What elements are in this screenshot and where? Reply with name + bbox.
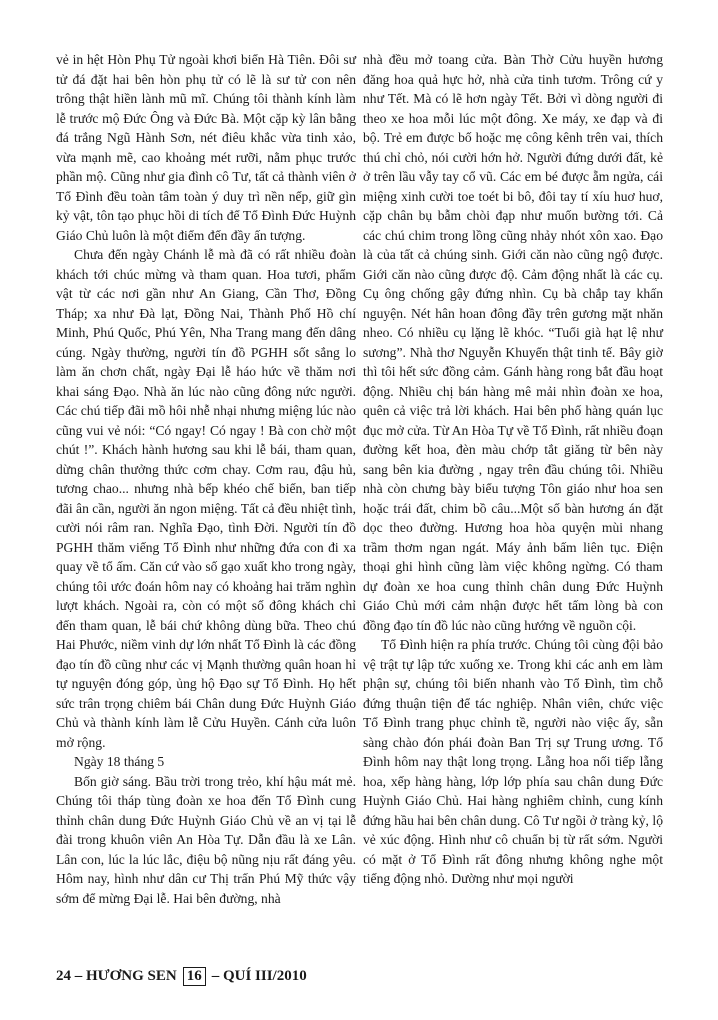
paragraph: vẻ in hệt Hòn Phụ Tử ngoài khơi biển Hà Tiên. Đôi sư tử đá đặt hai bên hòn phụ tử có lẽ là sư tử con nên trông thật hiền lành mũ mĩ. Chúng tôi thành kính làm lễ trước mộ Đức Ông và Đức Bà. Một cặp kỳ lân bằng đá trắng Ngũ Hành Sơn, nét điêu khắc vừa tinh xảo, vừa mạnh mẽ, cao khoảng mét rưỡi, nằm phục trước phần mộ. Cũng như gia đình cô Tư, tất cả thành viên ở Tổ Đình đều toàn tâm toàn ý duy trì nền nếp, giữ gìn kỷ vật, tôn tạo phục hồi di tích để Tổ Đình Đức Huỳnh Giáo Chủ luôn là một điểm đến đầy ấn tượng. xyxy=(56,52,356,243)
paragraph: Chưa đến ngày Chánh lễ mà đã có rất nhiều đoàn khách tới chúc mừng và tham quan. Hoa tươi, phẩm vật từ các nơi gần như An Giang, Cần Thơ, Đồng Tháp; xa như Đà lạt, Đồng Nai, Thành Phố Hồ chí Minh, Phú Quốc, Phú Yên, Nha Trang mang đến dâng cúng. Ngày thường, người tín đồ PGHH sốt sắng lo làm ăn chơn chất, ngày Đại lễ háo hức về thăm nơi khai sáng Đạo. Nhà ăn lúc nào cũng đông nức người. Các chú tiếp đãi mồ hôi nhễ nhại nhưng miệng lúc nào cũng vui vẻ nói: “Có ngay! Có ngay ! Bà con chờ một chút !”. Khách hành hương sau khi lễ bái, tham quan, dừng chân thưởng thức cơm chay. Cơm rau, đậu hủ, tương chao... nhưng nhà bếp khéo chế biến, ban tiếp đãi ân cần, người ăn ngon miệng. Tất cả đều nhiệt tình, cười nói râm ran. Nghĩa Đạo, tình Đời. Người tín đồ PGHH thăm viếng Tổ Đình như những đứa con đi xa quay về tổ ấm. Căn cứ vào số gạo xuất kho trong ngày, chúng tôi ước đoán hôm nay có khoảng hai trăm nghìn lượt khách. Ngoài ra, còn có một số đông khách chỉ đến tham quan, lễ bái chứ không dùng bữa. Theo chú Hai Phước, niềm vinh dự lớn nhất Tổ Đình là các đồng đạo tín đồ cũng như các vị Mạnh thường quân hoan hỉ tự nguyện đóng góp, ủng hộ Đạo sự Tổ Đình. Họ hết sức trân trọng chiêm bái Chân dung Đức Huỳnh Giáo Chủ và thành kính làm lễ Cửu Huyền. Cánh cửa luôn mở rộng. xyxy=(56,247,356,750)
paragraph: nhà đều mở toang cửa. Bàn Thờ Cửu huyền hương đăng hoa quả hực hở, nhà cửa tinh tươm. Trông cứ y như Tết. Mà có lẽ hơn ngày Tết. Bởi vì dòng người đi theo xe hoa mỗi lúc một đông. Xe máy, xe đạp và đi bộ. Trẻ em được bố hoặc mẹ công kênh trên vai, thích thú chỉ chỏ, nói cười hớn hở. Người đứng dưới đất, kẻ ở trên lầu vẫy tay cổ vũ. Các em bé được ẵm ngửa, cái miệng xinh cười toe toét bi bô, đôi tay tí xíu huơ huơ, cặp chân bụ bẫm chòi đạp như muốn bường tới. Cả các chú chim trong lồng cũng nhảy nhót xôn xao. Đạo là của tất cả chúng sinh. Giới căn nào cũng ngộ được. Giới căn nào cũng được độ. Cảm động nhất là các cụ. Cụ ông chống gậy đứng nhìn. Cụ bà chắp tay khấn nguyện. Nét hân hoan đông đầy trên gương mặt nhăn nheo. Có nhiều cụ lặng lẽ khóc. “Tuổi già hạt lệ như sương”. Nhà thơ Nguyễn Khuyến thật tinh tế. Bây giờ thì tôi hết sức đồng cảm. Gánh hàng rong bắt đầu hoạt động. Nhiều chị bán hàng mê mải nhìn đoàn xe hoa, quên cả việc trả lời khách. Hai bên phố hàng quán lục đục mở cửa. Từ An Hòa Tự về Tổ Đình, rất nhiều đoạn đường kết hoa, đèn màu chớp tắt giăng từ bên này sang bên kia đường , ngay trên đầu chúng tôi. Nhiều nhà còn chưng bày biểu tượng Tôn giáo như hoa sen hoặc trái đất, chim bồ câu...Một số bàn hương án đặt dọc theo đường. Hương hoa hòa quyện mùi nhang trầm thơm ngan ngát. Máy ảnh bấm liên tục. Điện thoại ghi hình cũng làm việc không ngừng. Có tham dự đoàn xe hoa cung thỉnh chân dung Đức Huỳnh Giáo Chủ mới cảm nhận được hết tấm lòng bà con đồng đạo tín đồ lúc nào cũng hướng về nguồn cội. xyxy=(363,52,663,633)
left-column xyxy=(56,50,356,908)
right-column xyxy=(363,50,663,889)
paragraph: Bốn giờ sáng. Bầu trời trong trẻo, khí hậu mát mẻ. Chúng tôi tháp tùng đoàn xe hoa đến Tổ Đình cung thỉnh chân dung Đức Huỳnh Giáo Chủ về an vị tại lễ đài trong khuôn viên An Hòa Tự. Dẫn đầu là xe Lân. Lân con, lúc la lúc lắc, điệu bộ nũng nịu rất đáng yêu. Hôm nay, hình như dân cư Thị trấn Phú Mỹ thức vậy sớm để mừng Đại lễ. Hai bên đường, nhà xyxy=(56,773,356,906)
date-heading: Ngày 18 tháng 5 xyxy=(74,754,165,769)
footer-issue-date: – QUÍ III/2010 xyxy=(211,968,307,984)
paragraph: Tổ Đình hiện ra phía trước. Chúng tôi cùng đội bảo vệ trật tự lập tức xuống xe. Trong khi các anh em làm phận sự, chúng tôi biến nhanh vào Tổ Đình, tìm chỗ đứng thuận tiện để tác nghiệp. Nhân viên, chức việc Tổ Đình trang phục chỉnh tề, người nào việc ấy, sẵn sàng chào đón phái đoàn Ban Trị sự Trung ương. Tổ Đình hôm nay thật long trọng. Lẵng hoa nối tiếp lẵng hoa, xếp hàng hàng, lớp lớp phía sau chân dung Đức Huỳnh Giáo Chủ. Hai hàng nghiêm chỉnh, cung kính đứng hầu hai bên chân dung. Cô Tư ngồi ở tràng kỷ, lộ vẻ xúc động. Hình như cô chuẩn bị từ rất sớm. Người có mặt ở Tổ Đình rất đông nhưng không nghe một tiếng động nhỏ. Dường như mọi người xyxy=(363,637,663,886)
page-footer xyxy=(56,967,307,986)
footer-page-label: 24 – HƯƠNG SEN xyxy=(56,968,177,984)
issue-number-badge: 16 xyxy=(183,967,206,986)
